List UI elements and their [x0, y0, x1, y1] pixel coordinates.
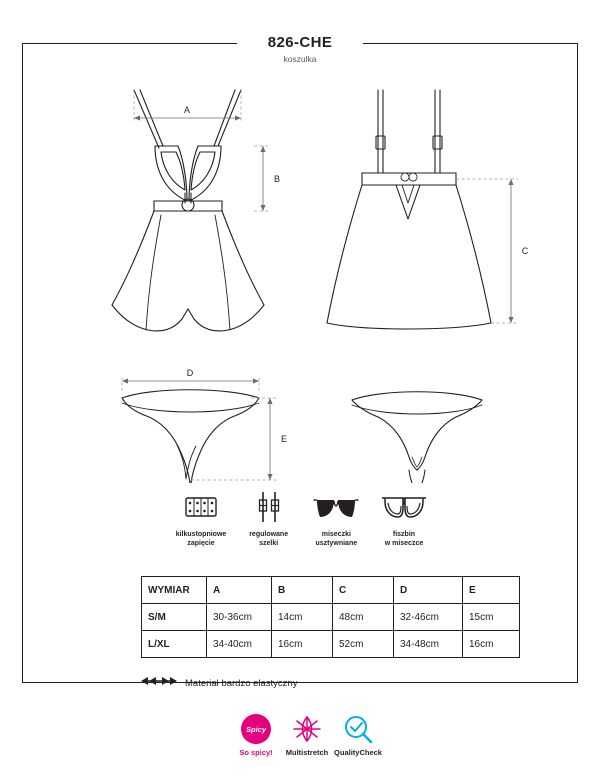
- table-cell: S/M: [142, 604, 207, 631]
- table-header-cell: C: [333, 577, 394, 604]
- underwire-cups-icon: [373, 487, 435, 527]
- stretch-note-text: Materiał bardzo elastyczny: [185, 677, 298, 689]
- qualitycheck-caption: QualityCheck: [334, 748, 382, 757]
- table-cell: 16cm: [272, 631, 333, 658]
- dimension-label-a: A: [183, 105, 191, 115]
- feature-item: [170, 487, 232, 548]
- technical-drawing: [22, 43, 578, 483]
- multistretch-icon: [283, 712, 331, 746]
- table-cell: 15cm: [463, 604, 520, 631]
- table-cell: 14cm: [272, 604, 333, 631]
- table-header-cell: D: [394, 577, 463, 604]
- spicy-logo: [232, 712, 280, 757]
- table-header-cell: A: [207, 577, 272, 604]
- table-cell: 48cm: [333, 604, 394, 631]
- size-table: [141, 576, 520, 658]
- table-row: [142, 604, 520, 631]
- table-cell: L/XL: [142, 631, 207, 658]
- hook-and-eye-closure-icon: [170, 487, 232, 527]
- feature-label: regulowane szelki: [249, 531, 289, 547]
- table-cell: 52cm: [333, 631, 394, 658]
- spicy-caption: So spicy!: [239, 748, 273, 757]
- feature-item: [238, 487, 300, 548]
- feature-label: miseczki usztywniane: [315, 531, 358, 547]
- feature-item: [373, 487, 435, 548]
- multistretch-caption: Multistretch: [285, 748, 329, 757]
- stretch-note: [141, 674, 297, 692]
- table-header-row: [142, 577, 520, 604]
- feature-item: [305, 487, 367, 548]
- table-cell: 34-48cm: [394, 631, 463, 658]
- dimension-label-e: E: [280, 434, 288, 444]
- page-title: 826-CHE: [267, 34, 333, 51]
- feature-label: kilkustopniowe zapięcie: [175, 531, 227, 547]
- table-row: [142, 631, 520, 658]
- adjustable-straps-icon: [238, 487, 300, 527]
- table-cell: 32-46cm: [394, 604, 463, 631]
- dimension-label-d: D: [186, 368, 194, 378]
- dimension-label-c: C: [521, 246, 529, 256]
- double-arrow-stretch-icon: [141, 674, 177, 692]
- spicy-badge-icon: [232, 712, 280, 746]
- table-header-cell: B: [272, 577, 333, 604]
- feature-label: fiszbin w miseczce: [384, 531, 424, 547]
- table-cell: 34-40cm: [207, 631, 272, 658]
- qualitycheck-logo: [334, 712, 382, 757]
- multistretch-logo: [283, 712, 331, 757]
- table-cell: 30-36cm: [207, 604, 272, 631]
- page-subtitle: koszulka: [283, 54, 317, 64]
- table-header-cell: WYMIAR: [142, 577, 207, 604]
- padded-cups-icon: [305, 487, 367, 527]
- dimension-label-b: B: [273, 174, 281, 184]
- spicy-badge-text: Spicy: [241, 714, 271, 744]
- qualitycheck-icon: [334, 712, 382, 746]
- table-cell: 16cm: [463, 631, 520, 658]
- footer-logos: [232, 712, 382, 757]
- table-header-cell: E: [463, 577, 520, 604]
- feature-icons: [170, 487, 435, 548]
